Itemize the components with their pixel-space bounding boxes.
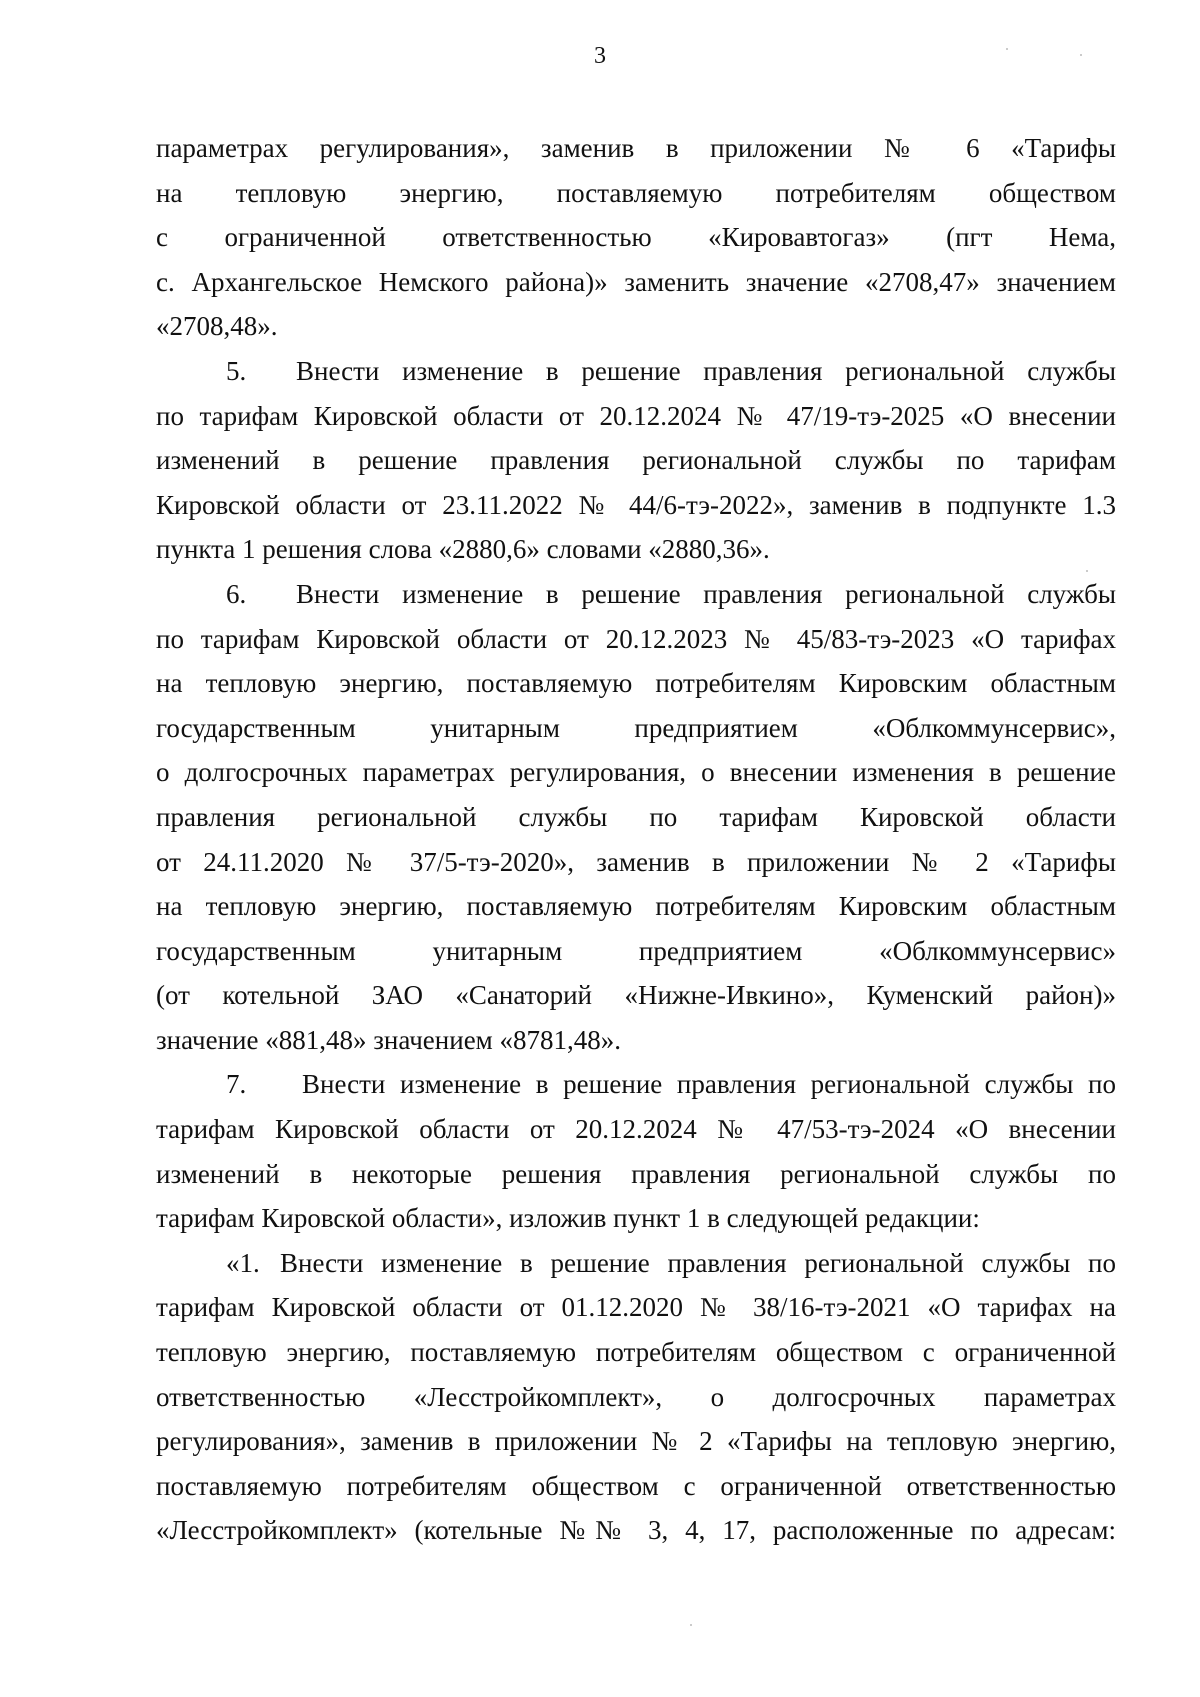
- text-line: (от котельной ЗАО «Санаторий «Нижне-Ивкино», Куменский район)»: [156, 980, 1116, 1011]
- text-line: на тепловую энергию, поставляемую потребителям обществом: [156, 177, 1116, 208]
- text-line: [156, 1241, 1116, 1286]
- item-number: «1.: [226, 1247, 260, 1278]
- text-line: государственным унитарным предприятием «Облкоммунсервис»,: [156, 712, 1116, 743]
- paragraph-quoted-item-1: [156, 1241, 1116, 1553]
- text-line: поставляемую потребителям обществом с ограниченной ответственностью: [156, 1470, 1116, 1501]
- paragraph-item-5: [156, 349, 1116, 572]
- text-line: [156, 572, 1116, 617]
- item-number: 6.: [226, 578, 247, 609]
- text-line: государственным унитарным предприятием «Облкоммунсервис»: [156, 935, 1116, 966]
- text-line: на тепловую энергию, поставляемую потребителям Кировским областным: [156, 891, 1116, 922]
- text-line: «Лесстройкомплект» (котельные №№ 3, 4, 17, расположенные по адресам:: [156, 1515, 1116, 1546]
- text-line: Кировской области от 23.11.2022 № 44/6-тэ-2022», заменив в подпункте 1.3: [156, 489, 1116, 520]
- text-line: пункта 1 решения слова «2880,6» словами «2880,36».: [156, 534, 770, 565]
- text-line: с. Архангельское Немского района)» заменить значение «2708,47» значением: [156, 266, 1116, 297]
- document-body: [156, 126, 1116, 1553]
- text-line: тарифам Кировской области», изложив пункт 1 в следующей редакции:: [156, 1203, 980, 1234]
- text-line: параметрах регулирования», заменив в приложении № 6 «Тарифы: [156, 133, 1116, 163]
- text-line: тарифам Кировской области от 01.12.2020 № 38/16-тэ-2021 «О тарифах на: [156, 1292, 1116, 1323]
- text-fragment: Внести изменение в решение правления региональной службы: [296, 578, 1116, 609]
- scan-speck: [1080, 54, 1082, 56]
- text-fragment: Внести изменение в решение правления региональной службы по: [302, 1069, 1116, 1100]
- text-line: ответственностью «Лесстройкомплект», о долгосрочных параметрах: [156, 1381, 1116, 1412]
- text-line: по тарифам Кировской области от 20.12.2024 № 47/19-тэ-2025 «О внесении: [156, 400, 1116, 431]
- text-fragment: Внести изменение в решение правления региональной службы: [296, 355, 1116, 386]
- text-line: изменений в решение правления региональной службы по тарифам: [156, 445, 1116, 476]
- scan-speck: [690, 1624, 692, 1626]
- scan-speck: [1006, 48, 1008, 50]
- item-number: 7.: [226, 1069, 247, 1100]
- text-line: с ограниченной ответственностью «Кировавтогаз» (пгт Нема,: [156, 222, 1116, 253]
- paragraph-item-6: [156, 572, 1116, 1063]
- text-line: регулирования», заменив в приложении № 2 «Тарифы на тепловую энергию,: [156, 1426, 1116, 1457]
- page-number: 3: [594, 43, 606, 69]
- text-line: тепловую энергию, поставляемую потребителям обществом с ограниченной: [156, 1337, 1116, 1368]
- text-line: от 24.11.2020 № 37/5-тэ-2020», заменив в приложении № 2 «Тарифы: [156, 846, 1116, 877]
- text-line: о долгосрочных параметрах регулирования, о внесении изменения в решение: [156, 757, 1116, 788]
- paragraph-item-7: [156, 1062, 1116, 1240]
- text-line: «2708,48».: [156, 311, 278, 342]
- text-line: тарифам Кировской области от 20.12.2024 № 47/53-тэ-2024 «О внесении: [156, 1114, 1116, 1145]
- item-number: 5.: [226, 355, 247, 386]
- text-line: изменений в некоторые решения правления региональной службы по: [156, 1158, 1116, 1189]
- text-line: [156, 349, 1116, 394]
- text-line: правления региональной службы по тарифам Кировской области: [156, 801, 1116, 832]
- scan-speck: [1086, 570, 1088, 572]
- text-line: по тарифам Кировской области от 20.12.2023 № 45/83-тэ-2023 «О тарифах: [156, 623, 1116, 654]
- paragraph-continuation: [156, 126, 1116, 349]
- text-line: на тепловую энергию, поставляемую потребителям Кировским областным: [156, 668, 1116, 699]
- text-line: значение «881,48» значением «8781,48».: [156, 1024, 622, 1055]
- text-line: [156, 1062, 1116, 1107]
- text-fragment: Внести изменение в решение правления региональной службы по: [280, 1247, 1116, 1278]
